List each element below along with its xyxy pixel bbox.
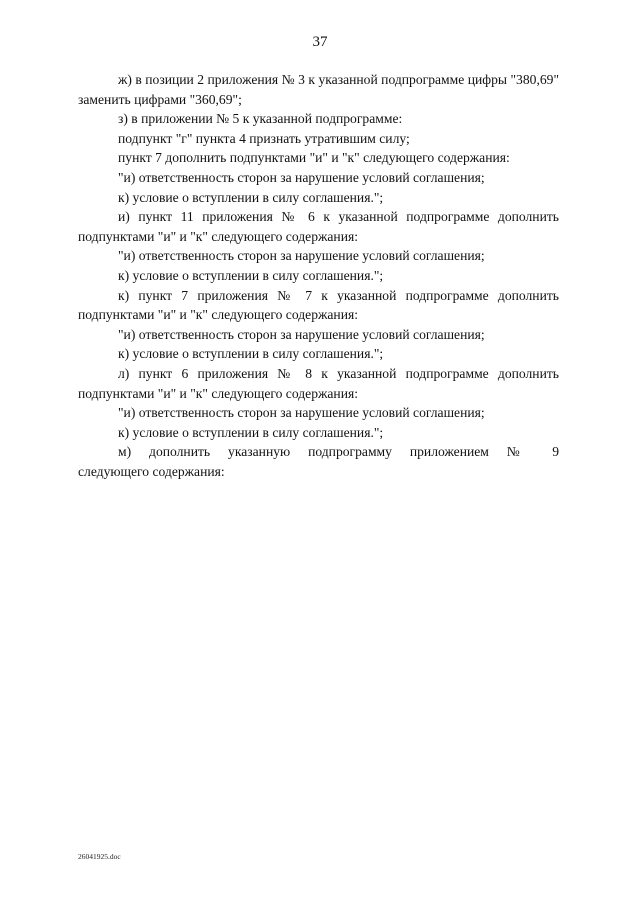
page-number: 37 <box>312 34 328 50</box>
paragraph-quote-i: "и) ответственность сторон за нарушение условий соглашения; <box>118 248 485 264</box>
paragraph-quote-k: к) условие о вступлении в силу соглашения."; <box>118 189 384 205</box>
paragraph-quote-k: к) условие о вступлении в силу соглашения."; <box>118 346 384 362</box>
paragraph-l: л) пункт 6 приложения № 8 к указанной подпрограмме дополнить подпунктами "и" и "к" следующего содержания: <box>78 365 559 401</box>
paragraph-quote-k: к) условие о вступлении в силу соглашения."; <box>118 267 384 283</box>
paragraph-z: з) в приложении № 5 к указанной подпрограмме: <box>118 111 403 127</box>
document-body <box>78 70 559 481</box>
paragraph-m-continuation: следующего содержания: <box>78 463 225 479</box>
paragraph-quote-k: к) условие о вступлении в силу соглашения."; <box>118 424 384 440</box>
paragraph-quote-i: "и) ответственность сторон за нарушение условий соглашения; <box>118 326 485 342</box>
paragraph-k: к) пункт 7 приложения № 7 к указанной подпрограмме дополнить подпунктами "и" и "к" следующего содержания: <box>78 287 559 323</box>
paragraph-item-7: пункт 7 дополнить подпунктами "и" и "к" следующего содержания: <box>118 150 510 166</box>
paragraph-m: м) дополнить указанную подпрограмму приложением № 9 <box>118 444 559 460</box>
paragraph-quote-i: "и) ответственность сторон за нарушение условий соглашения; <box>118 405 485 421</box>
footer-filename: 26041925.doc <box>78 852 121 861</box>
paragraph-subitem-g: подпункт "г" пункта 4 признать утратившим силу; <box>118 130 410 146</box>
paragraph-i: и) пункт 11 приложения № 6 к указанной подпрограмме дополнить подпунктами "и" и "к" следующего содержания: <box>78 209 559 244</box>
paragraph-quote-i: "и) ответственность сторон за нарушение условий соглашения; <box>118 169 485 185</box>
paragraph-zh: ж) в позиции 2 приложения № 3 к указанной подпрограмме цифры "380,69" заменить цифрами "360,69"; <box>78 72 559 107</box>
